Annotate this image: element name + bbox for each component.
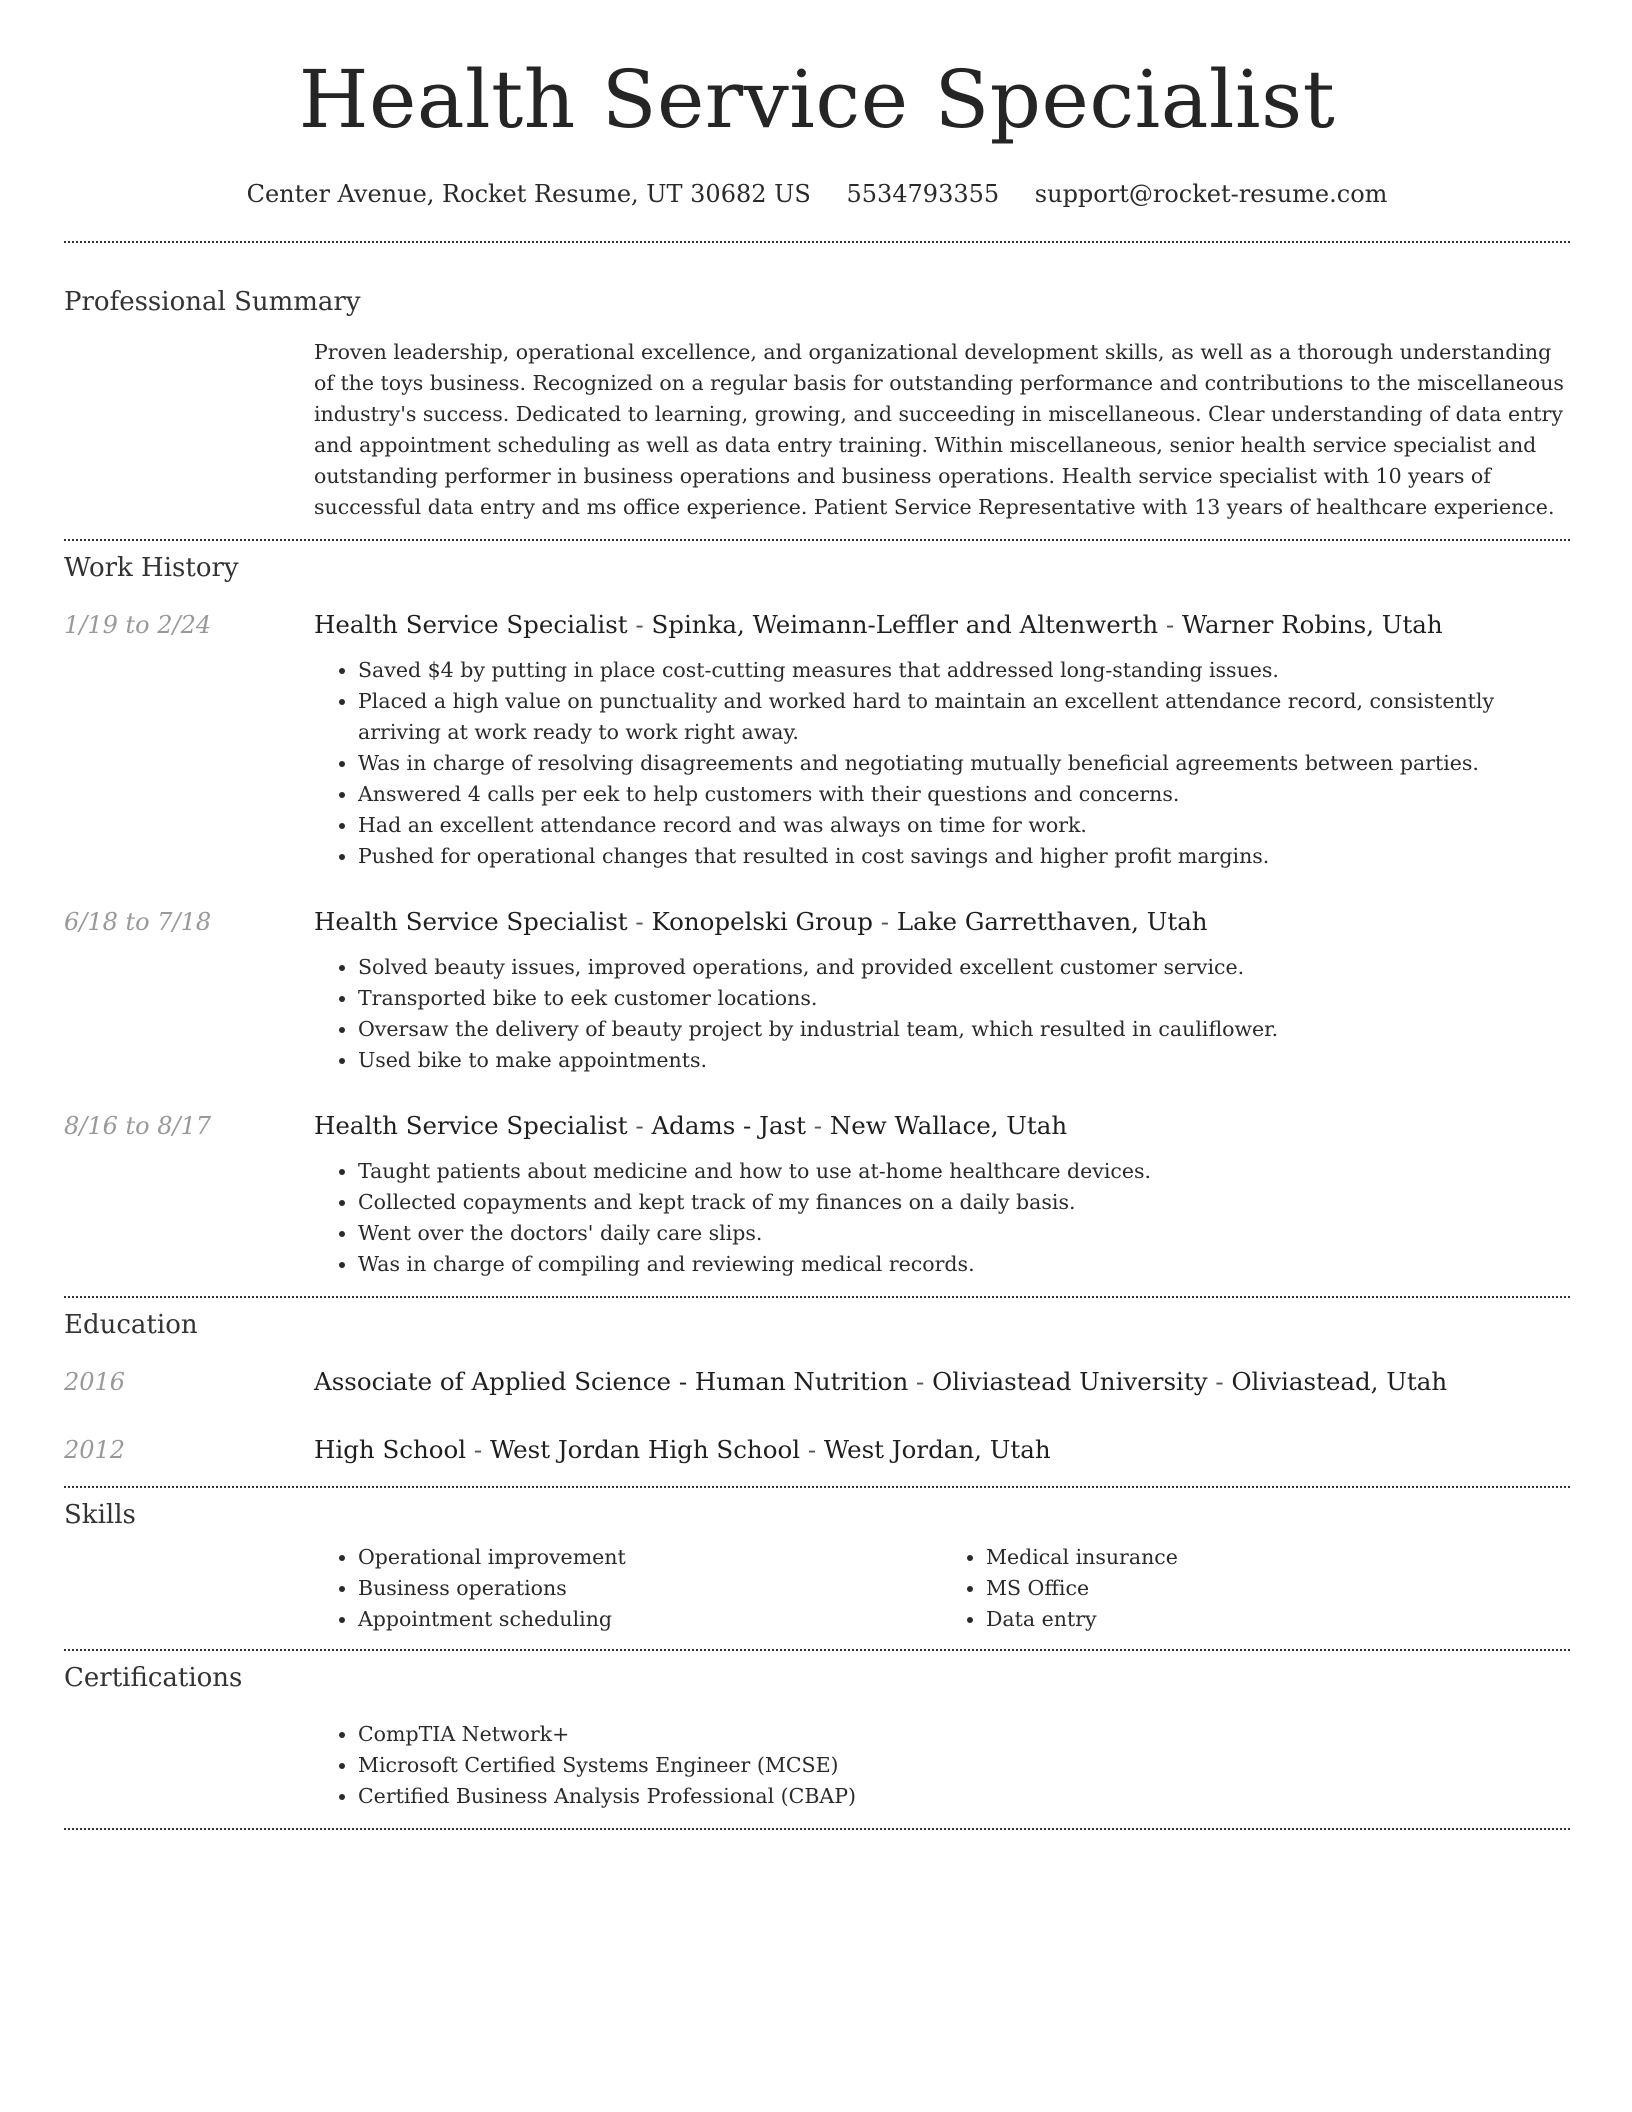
list-item: • Was in charge of compiling and reviewing medical records. [358,1249,1570,1280]
contact-phone: 5534793355 [846,180,1000,208]
divider [64,1486,1570,1488]
summary-row [64,337,1570,523]
skills-row [64,1542,1570,1635]
education-heading-line: High School - West Jordan High School - West Jordan, Utah [314,1435,1051,1464]
resume-page [64,0,1570,1830]
divider [64,1828,1570,1830]
job-heading: Health Service Specialist - Adams - Jast - New Wallace, Utah [314,1111,1068,1140]
list-item: • Was in charge of resolving disagreements and negotiating mutually beneficial agreements between parties. [358,748,1570,779]
certification-item: • CompTIA Network+ [358,1719,1570,1750]
list-item: • Had an excellent attendance record and was always on time for work. [358,810,1570,841]
job-company: Konopelski Group [651,907,873,936]
list-item: • Collected copayments and kept track of my finances on a daily basis. [358,1187,1570,1218]
job-heading: Health Service Specialist - Konopelski Group - Lake Garretthaven, Utah [314,907,1208,936]
contact-address: Center Avenue, Rocket Resume, UT 30682 US [246,180,811,208]
job-entry [64,906,1570,1076]
education-year: 2016 [64,1368,126,1396]
skill-item: • Data entry [986,1604,1570,1635]
education-heading-line: Associate of Applied Science - Human Nutrition - Oliviastead University - Oliviastead, Utah [314,1367,1448,1396]
list-item: • Transported bike to eek customer locations. [358,983,1570,1014]
job-title: Health Service Specialist [314,1111,628,1140]
education-school: Oliviastead University [932,1367,1208,1396]
job-title: Health Service Specialist [314,907,628,936]
job-location: Lake Garretthaven, Utah [896,907,1208,936]
education-entry [64,1434,1570,1466]
divider [64,241,1570,243]
education-location: West Jordan, Utah [823,1435,1051,1464]
skill-item: • Medical insurance [986,1542,1570,1573]
skills-list-right [942,1542,1570,1635]
job-bullets [314,655,1570,872]
skills-heading: Skills [64,1500,136,1530]
job-dates: 6/18 to 7/18 [64,908,212,936]
job-title: Health Service Specialist [314,610,628,639]
job-dates: 8/16 to 8/17 [64,1112,212,1140]
list-item: • Oversaw the delivery of beauty project by industrial team, which resulted in cauliflower. [358,1014,1570,1045]
education-degree: Associate of Applied Science - Human Nutrition [314,1367,909,1396]
education-year: 2012 [64,1436,126,1464]
skill-item: • Business operations [358,1573,942,1604]
divider [64,539,1570,541]
certifications-heading: Certifications [64,1663,243,1693]
job-company: Spinka, Weimann-Leffler and Altenwerth [651,610,1159,639]
list-item: • Pushed for operational changes that resulted in cost savings and higher profit margins. [358,841,1570,872]
contact-line [64,178,1570,210]
education-heading: Education [64,1310,198,1340]
list-item: • Saved $4 by putting in place cost-cutting measures that addressed long-standing issues. [358,655,1570,686]
job-bullets [314,1156,1570,1280]
resume-name: Health Service Specialist [298,53,1336,146]
list-item: • Solved beauty issues, improved operations, and provided excellent customer service. [358,952,1570,983]
skill-item: • Appointment scheduling [358,1604,942,1635]
job-heading: Health Service Specialist - Spinka, Weimann-Leffler and Altenwerth - Warner Robins, Utah [314,610,1443,639]
job-entry [64,1110,1570,1280]
education-entry [64,1366,1570,1398]
education-location: Oliviastead, Utah [1231,1367,1448,1396]
certification-item: • Microsoft Certified Systems Engineer (MCSE) [358,1750,1570,1781]
education-degree: High School [314,1435,467,1464]
certification-item: • Certified Business Analysis Professional (CBAP) [358,1781,1570,1812]
list-item: • Used bike to make appointments. [358,1045,1570,1076]
divider [64,1649,1570,1651]
list-item: • Taught patients about medicine and how to use at-home healthcare devices. [358,1156,1570,1187]
summary-text: Proven leadership, operational excellence, and organizational development skills, as well as a thorough understanding of the toys business. Recognized on a regular basis for outstanding performance and contributions to the miscellaneous industry's success. Dedicated to learning, growing, and succeeding in miscellaneous. Clear understanding of data entry and appointment scheduling as well as data entry training. Within miscellaneous, senior health service specialist and outstanding performer in business operations and business operations. Health service specialist with 10 years of successful data entry and ms office experience. Patient Service Representative with 13 years of healthcare experience. [314,340,1564,519]
job-bullets [314,952,1570,1076]
list-item: • Went over the doctors' daily care slips. [358,1218,1570,1249]
contact-email: support@rocket-resume.com [1034,180,1388,208]
list-item: • Placed a high value on punctuality and worked hard to maintain an excellent attendance record, consistently arriving at work ready to work right away. [358,686,1570,748]
certifications-list [314,1719,1570,1812]
work-history-heading: Work History [64,553,239,583]
job-entry [64,609,1570,872]
job-dates: 1/19 to 2/24 [64,611,212,639]
job-company: Adams - Jast [651,1111,806,1140]
job-location: New Wallace, Utah [829,1111,1068,1140]
summary-heading: Professional Summary [64,287,361,317]
education-school: West Jordan High School [489,1435,801,1464]
list-item: • Answered 4 calls per eek to help customers with their questions and concerns. [358,779,1570,810]
certifications-row [64,1705,1570,1812]
skill-item: • Operational improvement [358,1542,942,1573]
skill-item: • MS Office [986,1573,1570,1604]
divider [64,1296,1570,1298]
job-location: Warner Robins, Utah [1181,610,1443,639]
skills-list-left [314,1542,942,1635]
